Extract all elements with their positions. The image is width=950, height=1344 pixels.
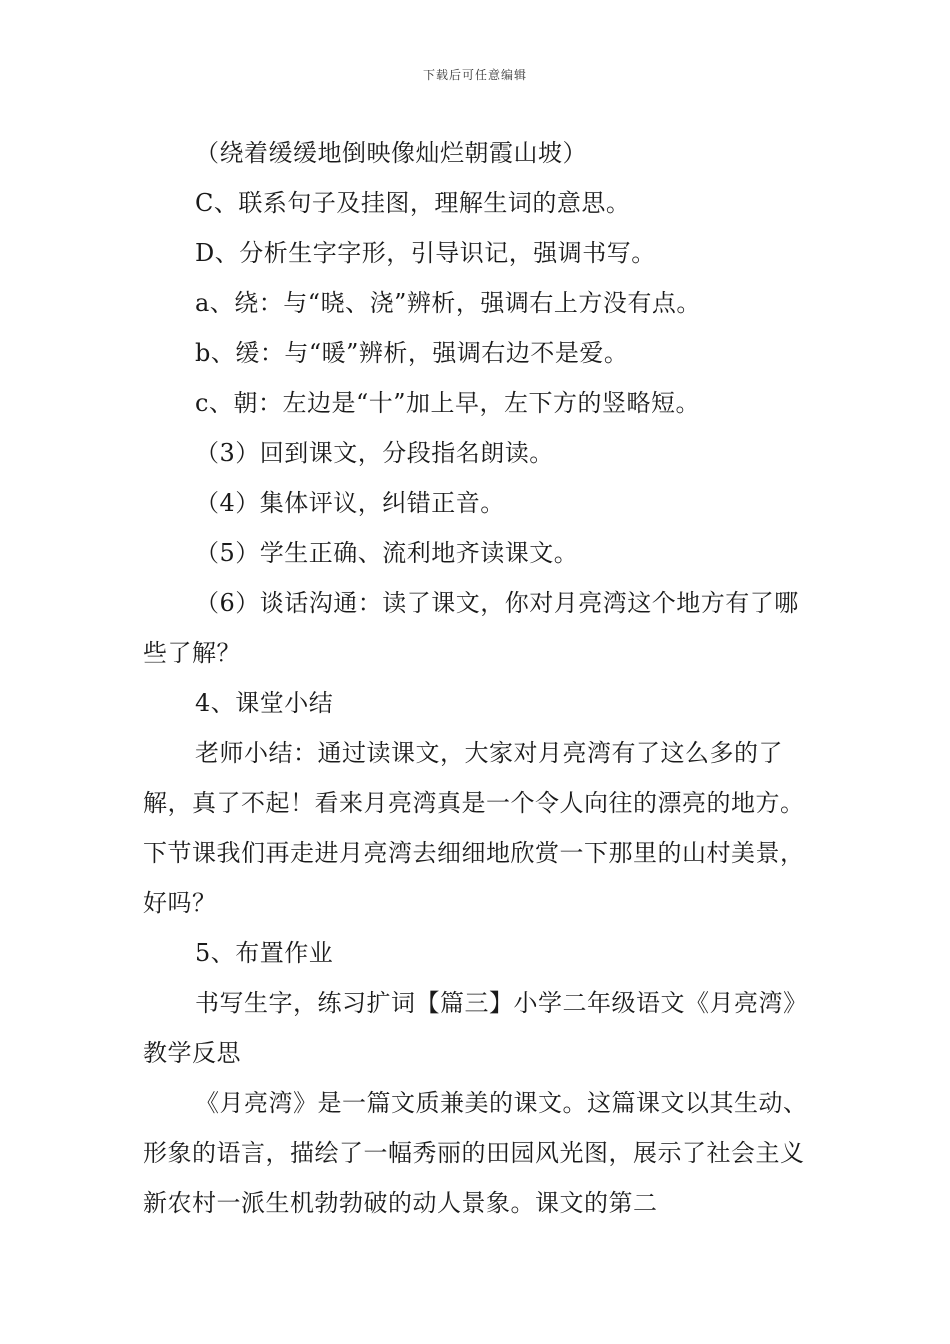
paragraph-15: 《月亮湾》是一篇文质兼美的课文。这篇课文以其生动、形象的语言，描绘了一幅秀丽的田园风光图，展示了社会主义新农村一派生机勃勃破的动人景象。课文的第二 <box>143 1089 808 1217</box>
paragraph-3: D、分析生字字形，引导识记，强调书写。 <box>195 239 656 267</box>
paragraph-2: C、联系句子及挂图，理解生词的意思。 <box>195 189 631 217</box>
section-heading-homework: 5、布置作业 <box>195 939 334 967</box>
paragraph-10: （6）谈话沟通：读了课文，你对月亮湾这个地方有了哪些了解？ <box>143 589 799 667</box>
paragraph-9: （5）学生正确、流利地齐读课文。 <box>195 539 579 567</box>
header-note: 下载后可任意编辑 <box>422 68 527 82</box>
paragraph-8: （4）集体评议，纠错正音。 <box>195 489 505 517</box>
document-body <box>143 128 811 1228</box>
paragraph-5: b、缓：与“暖”辨析，强调右边不是爱。 <box>195 339 629 367</box>
paragraph-6: c、朝：左边是“十”加上早，左下方的竖略短。 <box>195 389 700 417</box>
section-heading-summary: 4、课堂小结 <box>195 689 334 717</box>
paragraph-1: （绕着缓缓地倒映像灿烂朝霞山坡） <box>195 139 587 167</box>
paragraph-7: （3）回到课文，分段指名朗读。 <box>195 439 554 467</box>
paragraph-4: a、绕：与“晓、浇”辨析，强调右上方没有点。 <box>195 289 701 317</box>
paragraph-12: 老师小结：通过读课文，大家对月亮湾有了这么多的了解，真了不起！看来月亮湾真是一个令人向往的漂亮的地方。下节课我们再走进月亮湾去细细地欣赏一下那里的山村美景，好吗？ <box>143 739 805 917</box>
paragraph-14: 书写生字，练习扩词【篇三】小学二年级语文《月亮湾》教学反思 <box>143 989 808 1067</box>
